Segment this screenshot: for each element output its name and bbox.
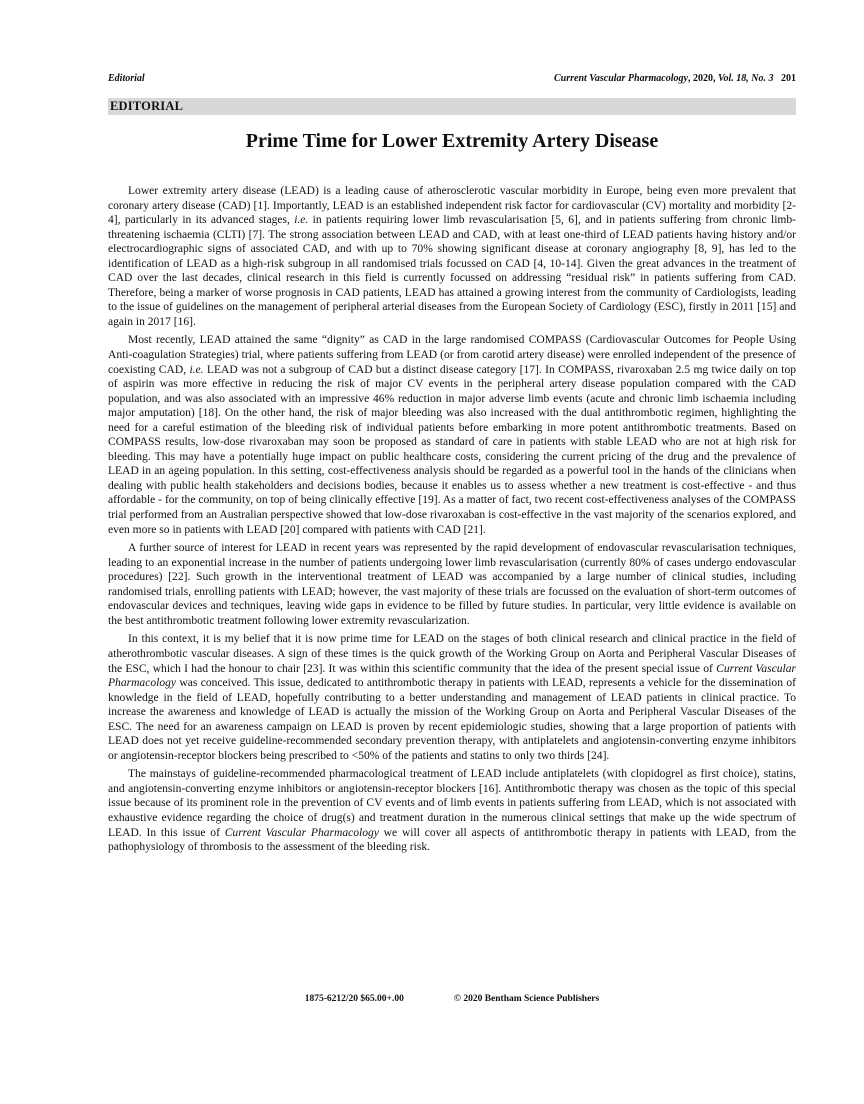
paragraph-3 (108, 541, 796, 628)
header-journal-citation (554, 73, 796, 84)
section-band: EDITORIAL (108, 98, 796, 115)
footer-issn-price: 1875-6212/20 $65.00+.00 (304, 994, 404, 1004)
italic-journal-name: Current Vascular Pharmacology (108, 662, 796, 690)
italic-journal-name: Current Vascular Pharmacology (224, 826, 379, 839)
italic-text: i.e. (294, 214, 309, 227)
paragraph-1 (108, 184, 796, 329)
footer-copyright: © 2020 Bentham Science Publishers (453, 994, 600, 1004)
paragraph-4 (108, 632, 796, 763)
header-journal-name: Current Vascular Pharmacology (554, 73, 688, 84)
running-header (108, 73, 796, 84)
page-footer (108, 994, 796, 1004)
paragraph-text: A further source of interest for LEAD in recent years was represented by the rapid development of endovascular revascularisation techniques, leading to an exponential increase in the number of patients undergoing lower limb revascularisation (currently 80% of cases undergo endovascular procedures) [22]. Such growth in the interventional treatment of LEAD was accompanied by a large number of clinical studies, including randomised trials, enrolling patients with LEAD; however, the vast majority of these trials are focussed on the evaluation of short-term outcomes of endovascular devices and techniques, leaving wide gaps in evidence to be filled by future studies. In particular, very little evidence is available on the best antithrombotic treatment following lower extremity revascularization. (108, 542, 796, 627)
paragraph-text: we will cover all aspects of antithrombotic therapy in patients with LEAD, from the pathophysiology of thrombosis to the assessment of the bleeding risk. (108, 826, 796, 854)
header-page-number: 201 (781, 73, 796, 84)
paragraph-text: Most recently, LEAD attained the same “dignity” as CAD in the large randomised COMPASS (Cardiovascular Outcomes for People Using Anti-coagulation Strategies) trial, where patients suffering from LEAD (or from carotid artery disease) were enrolled independent of the presence of coexisting CAD, (108, 334, 796, 376)
paragraph-2 (108, 333, 796, 537)
paragraph-text: in patients requiring lower limb revascularisation [5, 6], and in patients suffering from chronic limb-threatening ischaemia (CLTI) [7]. The strong association between LEAD and CAD, with at least one-third of LEAD patients having history and/or electrocardiographic signs of associated CAD, and with up to 70% showing significant disease at coronary angiography [8, 9], has led to the identification of LEAD as a high-risk subgroup in all randomised trials focussed on CAD [4, 10-14]. Given the great advances in the treatment of CAD over the last decades, clinical research in this field is currently focussed on addressing “residual risk” in patients suffering from CAD. Therefore, being a marker of worse prognosis in CAD patients, LEAD has attained a growing interest from the community of Cardiologists, leading to the issue of guidelines on the management of peripheral arterial diseases from the European Society of Cardiology (ESC), firstly in 2011 [15] and again in 2017 [16]. (108, 214, 796, 328)
paragraph-5 (108, 767, 796, 854)
paragraph-text: The mainstays of guideline-recommended pharmacological treatment of LEAD include antiplatelets (with clopidogrel as first choice), statins, and angiotensin-converting enzyme inhibitors or angiotensin-receptor blockers [16]. Antithrombotic therapy was chosen as the topic of this special issue because of its prominent role in the prevention of CV events and of limb events in patients suffering from LEAD, which is not associated with exhaustive evidence regarding the choice of drug(s) and treatment duration in the numerous clinical settings that make up the wide spectrum of LEAD. In this issue of (108, 768, 796, 839)
italic-text: i.e. (189, 363, 204, 376)
article-title: Prime Time for Lower Extremity Artery Disease (245, 130, 659, 152)
article-body (108, 184, 796, 855)
paragraph-text: was conceived. This issue, dedicated to antithrombotic therapy in patients with LEAD, represents a vehicle for the dissemination of knowledge in the field of LEAD, hopefully contributing to a better understanding and management of LEAD patients in clinical practice. To increase the awareness and knowledge of LEAD is actually the mission of the Working Group on Aorta and Peripheral Vascular Diseases of the ESC. The need for an awareness campaign on LEAD is proven by recent epidemiologic studies, showing that a large proportion of patients with LEAD does not yet receive guideline-recommended secondary prevention therapy, with antiplatelets and angiotensin-converting enzyme inhibitors or angiotensin-receptor blockers being prescribed to <50% of the patients and statins to only two thirds [24]. (108, 677, 796, 762)
header-year: , 2020, (687, 73, 718, 84)
header-volume: Vol. 18, No. 3 (717, 73, 774, 84)
header-section-label: Editorial (108, 73, 145, 84)
paragraph-text: Lower extremity artery disease (LEAD) is a leading cause of atherosclerotic vascular morbidity in Europe, being even more prevalent that coronary artery disease (CAD) [1]. Importantly, LEAD is an established independent risk factor for cardiovascular (CV) mortality and morbidity [2-4], particularly in its advanced stages, (108, 185, 796, 227)
paragraph-text: LEAD was not a subgroup of CAD but a distinct disease category [17]. In COMPASS, rivaroxaban 2.5 mg twice daily on top of aspirin was more effective in reducing the risk of major CV events in the peripheral artery disease population compared with the CAD population, and was also associated with an impressive 46% reduction in major adverse limb events (acute and chronic limb ischaemia including major amputation) [18]. On the other hand, the risk of major bleeding was also increased with the dual antithrombotic regimen, highlighting the need for a careful estimation of the bleeding risk of individual patients before embarking in more potent antithrombotic treatments. Based on COMPASS results, low-dose rivaroxaban may soon be proposed as standard of care in patients with stable LEAD who are not at high risk for bleeding. This may have a potentially huge impact on public healthcare costs, considering the current pricing of the drug and the prevalence of LEAD in an ageing population. In this setting, cost-effectiveness analysis should be regarded as a powerful tool in the hands of the clinicians when dealing with public health stakeholders and decisions bodies, because it enables us to assess whether a new treatment is cost-effective - and thus affordable - for the community, on top of being clinically effective [19]. As a matter of fact, two recent cost-effectiveness analyses of the COMPASS trial performed from an Australian perspective showed that low-dose rivaroxaban is cost-effective in the vast majority of the scenarios explored, and even more so in patients with LEAD [20] compared with patients with CAD [21]. (108, 363, 796, 536)
paragraph-text: In this context, it is my belief that it is now prime time for LEAD on the stages of both clinical research and clinical practice in the field of atherothrombotic vascular diseases. A sign of these times is the quick growth of the Working Group on Aorta and Peripheral Vascular Diseases of the ESC, which I had the honour to chair [23]. It was within this scientific community that the idea of the present special issue of (108, 633, 796, 675)
